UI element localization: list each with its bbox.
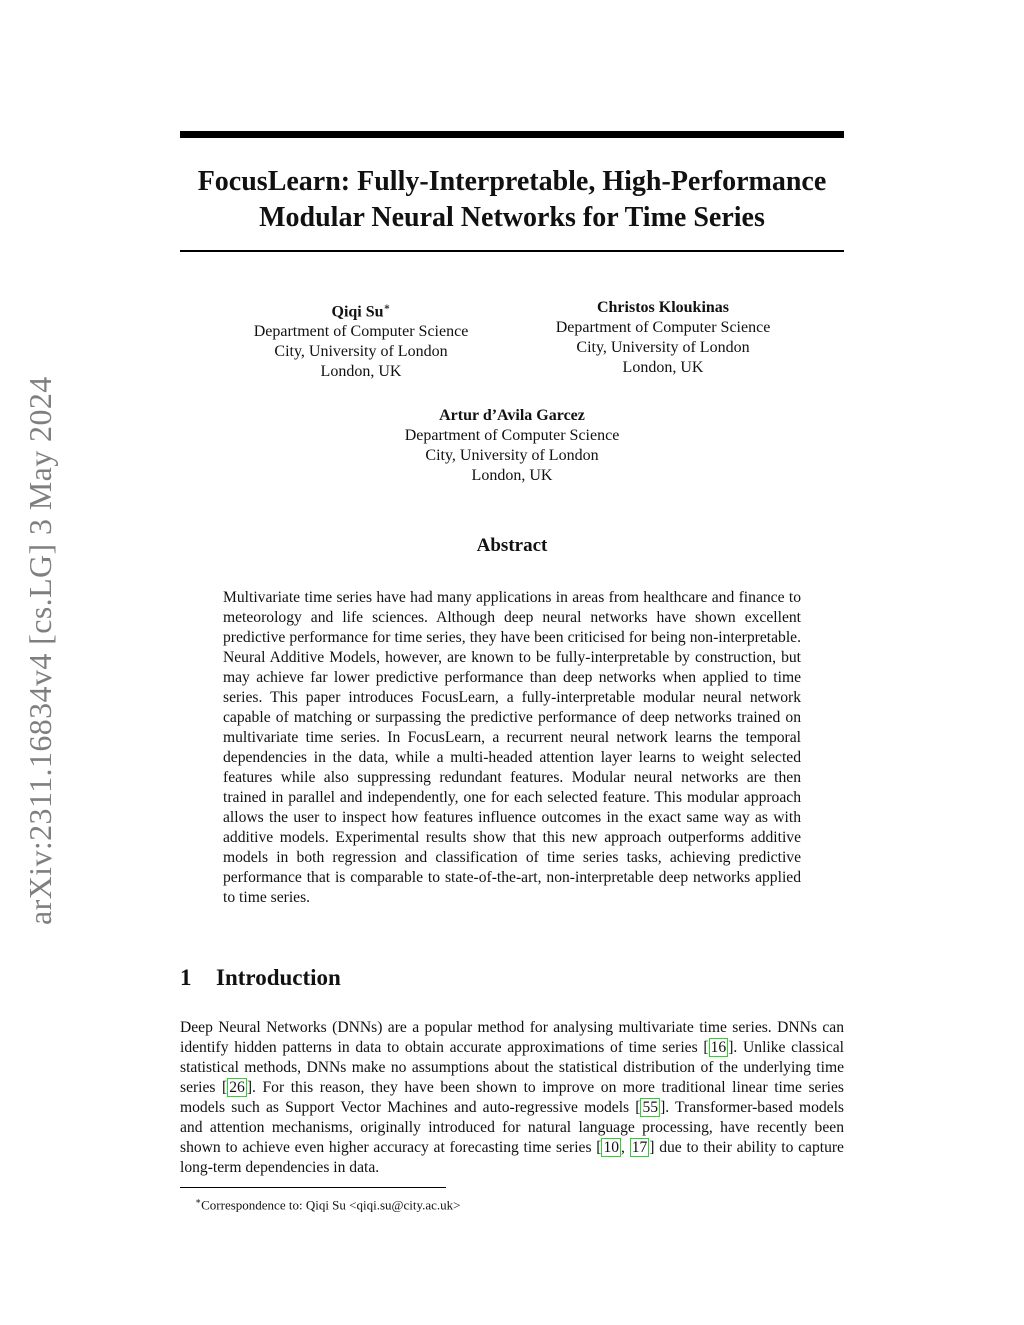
- author-department: Department of Computer Science: [555, 319, 771, 336]
- author-location: London, UK: [622, 359, 704, 376]
- author-footnote-mark: ∗: [383, 302, 391, 313]
- footnote: [195, 1193, 461, 1213]
- abstract-heading: Abstract: [476, 535, 548, 556]
- paper-title: [180, 164, 844, 236]
- title-rule-top: [180, 131, 844, 138]
- title-rule-bottom: [180, 250, 844, 252]
- author-organization: City, University of London: [274, 343, 448, 361]
- introduction-paragraph: [180, 1018, 844, 1178]
- intro-text: ]. Unlike classical statistical methods, DNNs make no assumptions about the statistical distribution of the underlying time series [: [180, 1039, 844, 1096]
- intro-text: ]. For this reason, they have been shown to improve on more traditional linear time series models such as Support Vector Machines and auto-regressive models [: [180, 1079, 844, 1116]
- author-name: Christos Kloukinas: [596, 299, 730, 316]
- intro-text: Deep Neural Networks (DNNs) are a popular method for analysing multivariate time series. DNNs can identify hidden patterns in data to obtain accurate approximations of time series [: [180, 1019, 844, 1056]
- title-line-1: FocusLearn: Fully-Interpretable, High-Performance: [197, 166, 827, 197]
- author-organization: City, University of London: [425, 447, 599, 464]
- citation-link[interactable]: 55: [642, 1099, 659, 1116]
- author-name: Qiqi Su∗: [331, 302, 391, 321]
- author-department: Department of Computer Science: [253, 323, 469, 341]
- arxiv-side-stamp: arXiv:2311.16834v4 [cs.LG] 3 May 2024: [22, 376, 58, 925]
- intro-text: ] due to their ability to capture long-term dependencies in data.: [180, 1139, 844, 1176]
- abstract-text: Multivariate time series have had many applications in areas from healthcare and finance to meteorology and life sciences. Although deep neural networks have shown excellent predictive performance for time series, they have been criticised for being non-interpretable. Neural Additive Models, however, are known to be fully-interpretable by construction, but may achieve far lower predictive performance than deep networks when applied to time series. This paper introduces FocusLearn, a fully-interpretable modular neural network capable of matching or surpassing the predictive performance of deep networks trained on multivariate time series. In FocusLearn, a recurrent neural network learns the temporal dependencies in the data, while a multi-headed attention layer learns to weight selected features while also suppressing redundant features. Modular neural networks are then trained in parallel and independently, one for each selected feature. This modular approach allows the user to inspect how features influence outcomes in the exact same way as with additive models. Experimental results show that this new approach outperforms additive models in both regression and classification of time series tasks, achieving predictive performance that is comparable to state-of-the-art, non-interpretable deep networks applied to time series.: [223, 589, 801, 906]
- section-heading-introduction: [180, 965, 341, 991]
- author-location: London, UK: [471, 467, 553, 484]
- author-department: Department of Computer Science: [404, 427, 620, 444]
- author-block: [532, 298, 794, 378]
- author-location: London, UK: [320, 363, 402, 381]
- citation-link[interactable]: 10: [603, 1139, 620, 1156]
- footnote-mark: ∗: [195, 1196, 202, 1206]
- citation-link[interactable]: 16: [710, 1039, 727, 1056]
- citation-link[interactable]: 17: [631, 1139, 648, 1156]
- section-number: 1: [180, 965, 192, 990]
- author-organization: City, University of London: [576, 339, 750, 356]
- author-block: [230, 298, 492, 382]
- intro-text: ,: [621, 1139, 630, 1156]
- footnote-text: Correspondence to: Qiqi Su <qiqi.su@city.ac.uk>: [201, 1197, 461, 1213]
- footnote-rule: [180, 1187, 446, 1188]
- author-name: Artur d’Avila Garcez: [439, 407, 585, 424]
- section-title: Introduction: [216, 965, 341, 990]
- intro-text: ]. Transformer-based models and attention mechanisms, originally introduced for natural language processing, have recently been shown to achieve even higher accuracy at forecasting time series [: [180, 1099, 844, 1156]
- title-line-2: Modular Neural Networks for Time Series: [259, 202, 765, 233]
- author-block: [381, 406, 643, 486]
- citation-link[interactable]: 26: [229, 1079, 245, 1096]
